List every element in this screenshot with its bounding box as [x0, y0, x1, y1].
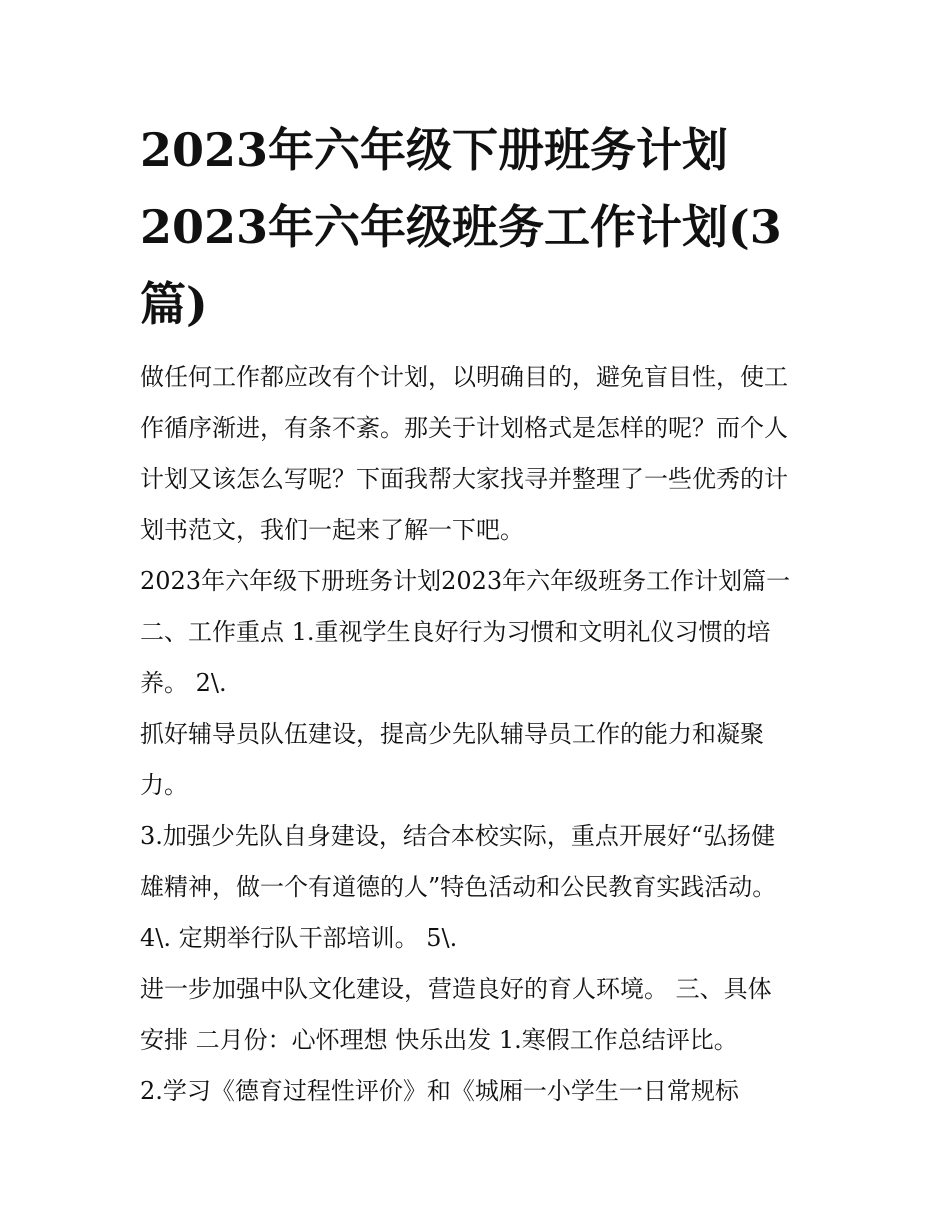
body-line: 3.加强少先队自身建设，结合本校实际，重点开展好“弘扬健: [140, 822, 776, 850]
body-line: 力。: [140, 771, 188, 799]
body-line: 抓好辅导员队伍建设，提高少先队辅导员工作的能力和凝聚: [140, 720, 764, 748]
document-body: [140, 352, 820, 1117]
body-line: 2.学习《德育过程性评价》和《城厢一小学生一日常规标: [140, 1077, 739, 1105]
document-title: [140, 112, 820, 343]
body-line: 作循序渐进，有条不紊。那关于计划格式是怎样的呢？而个人: [140, 414, 788, 442]
title-line-3: 篇): [140, 277, 208, 331]
body-line: 养。 2\.: [140, 669, 227, 697]
body-line: 2023年六年级下册班务计划2023年六年级班务工作计划篇一: [140, 567, 791, 595]
body-line: 4\. 定期举行队干部培训。 5\.: [140, 924, 458, 952]
body-line: 计划又该怎么写呢？下面我帮大家找寻并整理了一些优秀的计: [140, 465, 788, 493]
body-line: 二、工作重点 1.重视学生良好行为习惯和文明礼仪习惯的培: [140, 618, 771, 646]
body-line: 划书范文，我们一起来了解一下吧。: [140, 516, 524, 544]
body-line: 安排 二月份：心怀理想 快乐出发 1.寒假工作总结评比。: [140, 1026, 738, 1054]
title-line-1: 2023年六年级下册班务计划: [140, 123, 729, 177]
body-line: 进一步加强中队文化建设，营造良好的育人环境。 三、具体: [140, 975, 772, 1003]
body-line: 做任何工作都应改有个计划，以明确目的，避免盲目性，使工: [140, 363, 788, 391]
title-line-2: 2023年六年级班务工作计划(3: [140, 200, 782, 254]
body-line: 雄精神，做一个有道德的人”特色活动和公民教育实践活动。: [140, 873, 777, 901]
